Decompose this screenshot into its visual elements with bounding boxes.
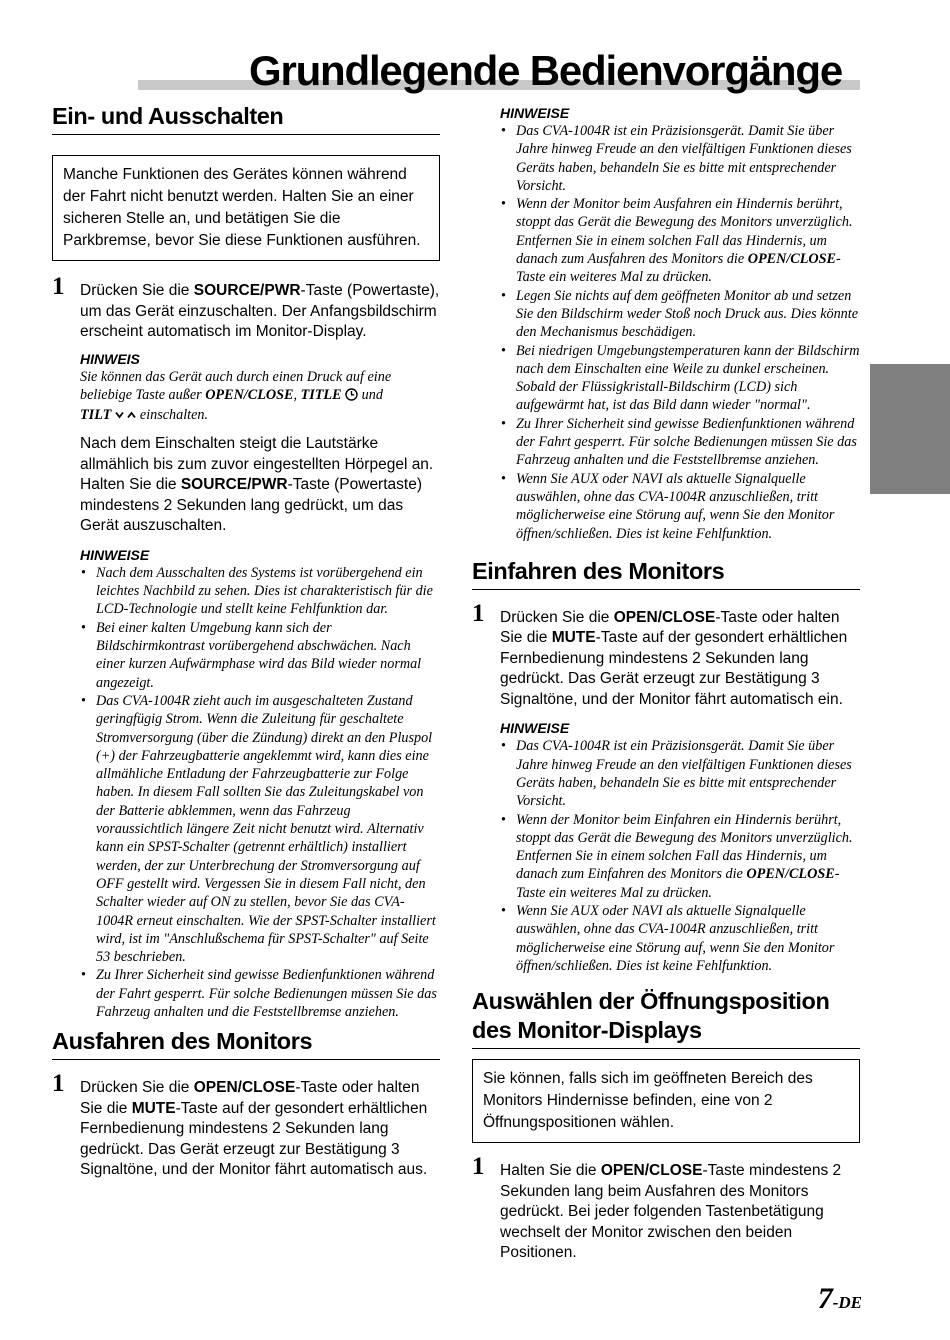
section-heading-on-off: Ein- und Ausschalten — [52, 102, 440, 135]
step-power-on — [52, 273, 440, 343]
hint-item: • Wenn Sie AUX oder NAVI als aktuelle Signalquelle auswählen, ohne das CVA-1004R anzuschließen, tritt möglicherweise eine Störung auf, wenn Sie den Monitor öffnen/schließen. Dies ist keine Fehlfunktion. — [500, 902, 860, 975]
step-extend-monitor: 1 Drücken Sie die OPEN/CLOSE-Taste oder halten Sie die MUTE-Taste auf der gesondert erhältlichen Fernbedienung mindestens 2 Sekunden lang gedrückt. Das Gerät erzeugt zur Bestätigung 3 Signaltöne, und der Monitor fährt automatisch aus. — [52, 1070, 428, 1179]
key-open-close: OPEN/CLOSE — [193, 1079, 296, 1097]
step-retract-monitor: 1 Drücken Sie die OPEN/CLOSE-Taste oder halten Sie die MUTE-Taste auf der gesondert erhältlichen Fernbedienung mindestens 2 Sekunden lang gedrückt. Das Gerät erzeugt zur Bestätigung 3 Signaltöne, und der Monitor fährt automatisch ein. — [472, 599, 848, 708]
page-title: Grundlegende Bedienvorgänge — [248, 47, 842, 94]
hints-heading: HINWEISE — [500, 720, 570, 737]
section-heading-position: Auswählen der Öffnungsposition des Monitor-Displays — [472, 987, 860, 1049]
key-mute: MUTE — [551, 629, 596, 647]
info-text: Sie können, falls sich im geöffneten Bereich des Monitors Hindernisse befinden, eine von 2 Öffnungspositionen wählen. — [483, 1070, 813, 1132]
page-number: 7-DE — [817, 1282, 862, 1315]
step-number: 1 — [472, 1153, 485, 1181]
key-mute: MUTE — [131, 1099, 176, 1117]
step-number: 1 — [52, 273, 65, 300]
section-heading-retract: Einfahren des Monitors — [472, 557, 860, 590]
hint-item: • Das CVA-1004R zieht auch im ausgeschalteten Zustand geringfügig Strom. Wenn die Zuleitung für geschaltete Stromversorgung (über die Zündung) direkt an den Pluspol (+) der Fahrzeugbatterie angeklemmt wird, kann dies eine allmähliche Entladung der Fahrzeugbatterie zur Folge haben. In diesem Fall sollten Sie das Zuleitungskabel von der Batterie abklemmen, wenn das Fahrzeug voraussichtlich längere Zeit nicht benutzt wird. Alternativ kann ein SPST-Schalter (getrennt erhältlich) installiert werden, der zur Unterbrechung der Stromversorgung auf OFF gestellt wird. Vergessen Sie in diesem Fall nicht, den Schalter wieder auf ON zu stellen, bevor Sie das CVA-1004R erneut einschalten. Wie der SPST-Schalter installiert wird, ist im "Anschlußschema für SPST-Schalter" auf Seite 53 beschrieben. — [80, 692, 440, 966]
info-box — [472, 1059, 860, 1143]
step-select-position: 1 Halten Sie die OPEN/CLOSE-Taste mindestens 2 Sekunden lang beim Ausfahren des Monitors gedrückt. Bei jeder folgenden Tastenbetätigung wechselt der Monitor zwischen den beiden Positionen. — [472, 1153, 842, 1262]
hints-heading: HINWEISE — [500, 105, 570, 121]
hint-item: • Bei einer kalten Umgebung kann sich der Bildschirmkontrast vorübergehend abschwächen. Nach einer kurzen Aufwärmphase wird das Bild wieder normal angezeigt. — [80, 619, 440, 692]
hint-item: • Das CVA-1004R ist ein Präzisionsgerät. Damit Sie über Jahre hinweg Freude an den vielfältigen Funktionen dieses Geräts haben, behandeln Sie es bitte mit entsprechender Vorsicht. — [500, 737, 860, 810]
key-source-pwr: SOURCE/PWR — [180, 476, 288, 494]
hint-item: • Zu Ihrer Sicherheit sind gewisse Bedienfunktionen während der Fahrt gesperrt. Für solche Bedienungen müssen Sie das Fahrzeug anhalten und die Feststellbremse anziehen. — [500, 415, 860, 470]
step-text: Drücken Sie die — [80, 282, 194, 299]
hint-item: • Zu Ihrer Sicherheit sind gewisse Bedienfunktionen während der Fahrt gesperrt. Für solche Bedienungen müssen Sie das Fahrzeug anhalten und die Feststellbremse anziehen. — [80, 966, 440, 1021]
power-off-paragraph: Nach dem Einschalten steigt die Lautstärke allmählich bis zum zuvor eingestellten Hörpegel an. Halten Sie die SOURCE/PWR-Taste (Powertaste) mindestens 2 Sekunden lang gedrückt, um das Gerät auszuschalten. — [80, 435, 434, 535]
step-text: -Taste (Powertaste), um das Gerät einzuschalten. Der Anfangsbildschirm erscheint automatisch im Monitor-Display. — [80, 282, 440, 340]
chevron-down-icon — [115, 406, 124, 424]
hint-item: • Wenn der Monitor beim Einfahren ein Hindernis berührt, stoppt das Gerät die Bewegung des Monitors unverzüglich. Entfernen Sie in einem solchen Fall das Hindernis, um danach zum Einfahren des Monitors die OPEN/CLOSE-Taste ein weiteres Mal zu drücken. — [500, 811, 860, 902]
step-number: 1 — [472, 599, 485, 627]
section-heading-extend: Ausfahren des Monitors — [52, 1027, 440, 1060]
hint-text: Sie können das Gerät auch durch einen Druck auf eine beliebige Taste außer OPEN/CLOSE, TITLE und TILT einschalten. — [80, 368, 392, 424]
caution-text: Manche Funktionen des Gerätes können während der Fahrt nicht benutzt werden. Halten Sie an einer sicheren Stelle an, und betätigen Sie die Parkbremse, bevor Sie diese Funktionen ausführen. — [63, 166, 421, 249]
hints-block-retract — [472, 719, 860, 975]
chevron-up-icon — [127, 406, 136, 424]
hint-item: • Das CVA-1004R ist ein Präzisionsgerät. Damit Sie über Jahre hinweg Freude an den vielfältigen Funktionen dieses Geräts haben, behandeln Sie es bitte mit entsprechender Vorsicht. — [500, 122, 860, 195]
hint-item: • Wenn der Monitor beim Ausfahren ein Hindernis berührt, stoppt das Gerät die Bewegung des Monitors unverzüglich. Entfernen Sie in einem solchen Fall das Hindernis, um danach zum Ausfahren des Monitors die OPEN/CLOSE-Taste ein weiteres Mal zu drücken. — [500, 195, 860, 286]
hint-block — [52, 350, 440, 425]
step-number: 1 — [52, 1070, 65, 1098]
hint-item: • Wenn Sie AUX oder NAVI als aktuelle Signalquelle auswählen, ohne das CVA-1004R anzuschließen, tritt möglicherweise eine Störung auf, wenn Sie den Monitor öffnen/schließen. Dies ist keine Fehlfunktion. — [500, 470, 860, 543]
key-source-pwr: SOURCE/PWR — [193, 282, 301, 299]
key-open-close: OPEN/CLOSE — [600, 1162, 703, 1180]
hints-list — [80, 564, 440, 1021]
hints-block — [52, 546, 440, 1021]
clock-icon — [345, 388, 358, 406]
hints-list — [500, 737, 860, 975]
left-column — [52, 102, 440, 1181]
hint-item: • Legen Sie nichts auf dem geöffneten Monitor ab und setzen Sie den Bildschirm weder Stoß noch Druck aus. Dies könnte den Mechanismus beschädigen. — [500, 287, 860, 342]
hints-block-top — [472, 104, 860, 543]
caution-box — [52, 155, 440, 261]
section-tab-marker — [870, 364, 950, 494]
hint-item: • Bei niedrigen Umgebungstemperaturen kann der Bildschirm nach dem Einschalten eine Weile zu dunkel erscheinen. Sobald der Flüssigkristall-Bildschirm (LCD) sich aufgewärmt hat, ist das Bild dann wieder "normal". — [500, 342, 860, 415]
hints-list — [500, 122, 860, 543]
hints-heading: HINWEISE — [80, 546, 150, 563]
hint-item: • Nach dem Ausschalten des Systems ist vorübergehend ein leichtes Nachbild zu sehen. Dies ist charakteristisch für die LCD-Technologie und stellt keine Fehlfunktion dar. — [80, 564, 440, 619]
key-open-close: OPEN/CLOSE — [613, 608, 716, 626]
hint-heading: HINWEIS — [80, 350, 140, 367]
right-column — [472, 102, 860, 1264]
